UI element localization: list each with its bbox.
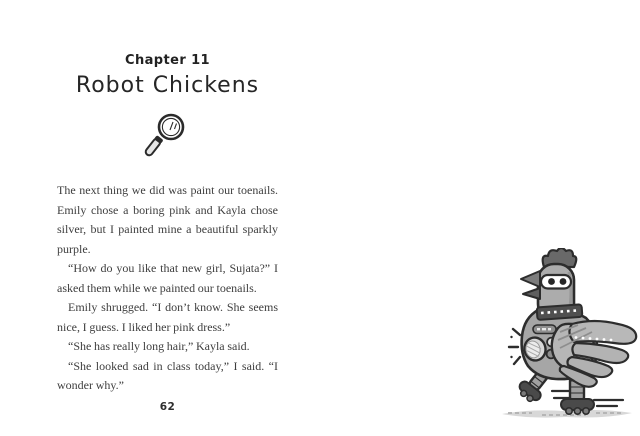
- text-line: Emily shrugged. “I don’t know. She seems: [68, 300, 278, 315]
- text-line: wonder why.”: [57, 378, 124, 393]
- text-line: asked them while we painted our toenails.: [57, 280, 257, 295]
- text-line: “She looked sad in class today,” I said. “I: [68, 358, 278, 373]
- neck-band-icon: [537, 304, 583, 320]
- paragraph: [57, 181, 278, 259]
- text-line: “She has really long hair,” Kayla said.: [68, 339, 250, 354]
- text-line: silver, but I painted mine a beautiful sparkly: [57, 222, 278, 237]
- paragraph: [57, 298, 278, 337]
- visor-icon: [541, 275, 571, 289]
- text-line: “How do you like that new girl, Sujata?” I: [68, 261, 278, 276]
- beak-icon: [521, 271, 540, 287]
- page-number-left: 62: [159, 401, 176, 413]
- robot-chicken-illustration: [494, 248, 640, 424]
- eye-icon: [548, 278, 555, 285]
- text-line: purple.: [57, 241, 91, 256]
- left-page-text: [57, 181, 278, 396]
- chest-label-icon: [533, 325, 556, 334]
- magnifying-glass-icon: [141, 112, 193, 162]
- paragraph: [57, 337, 278, 357]
- paragraph: [57, 357, 278, 396]
- text-line: The next thing we did was paint our toenails.: [57, 183, 278, 197]
- eye-icon: [560, 278, 567, 285]
- paragraph: [57, 259, 278, 298]
- chapter-label: Chapter 11: [125, 53, 210, 68]
- text-line: nice, I guess. I liked her pink dress.”: [57, 319, 231, 334]
- chapter-title: Robot Chickens: [75, 73, 260, 98]
- text-line: Emily chose a boring pink and Kayla chose: [57, 202, 278, 217]
